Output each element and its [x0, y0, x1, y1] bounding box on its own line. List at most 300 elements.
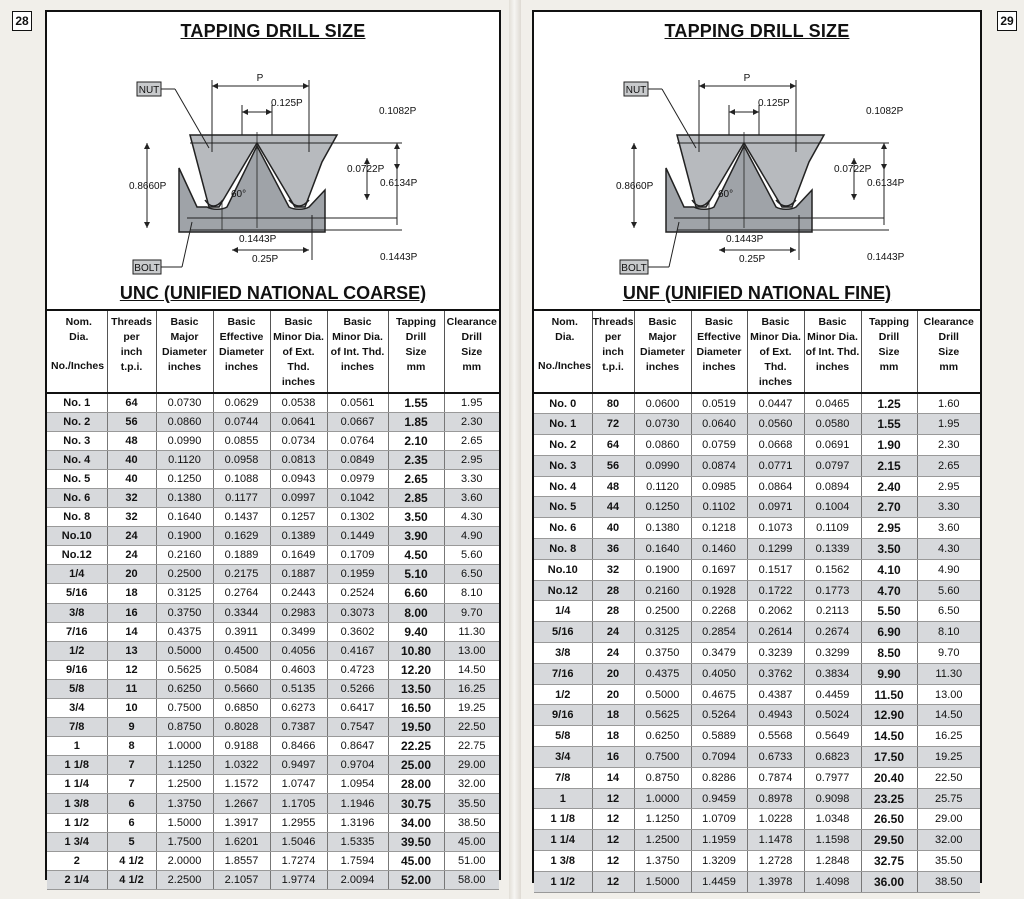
table-cell: 1.4098 [804, 871, 861, 892]
arrowhead [144, 222, 150, 228]
table-cell: 1.2848 [804, 851, 861, 872]
page-number-left: 28 [12, 11, 32, 31]
table-cell: 0.2443 [270, 584, 327, 603]
table-cell: 1.6201 [213, 832, 270, 851]
table-cell: 8 [107, 737, 156, 756]
table-cell: 22.75 [444, 737, 499, 756]
table-cell: 0.0894 [804, 476, 861, 497]
arrowhead [266, 109, 272, 115]
table-cell: 5/16 [534, 622, 592, 643]
table-cell: 72 [592, 414, 634, 435]
column-header: Clearance Drill Size mm [917, 311, 980, 393]
table-cell: 44 [592, 497, 634, 518]
table-cell: 80 [592, 393, 634, 414]
table-row [47, 584, 499, 603]
table-cell: 0.2268 [691, 601, 747, 622]
table-cell: 0.8286 [691, 767, 747, 788]
arrowhead [790, 247, 796, 253]
table-cell: 1.0000 [634, 788, 691, 809]
table-cell: 9/16 [534, 705, 592, 726]
table-cell: 0.0860 [156, 412, 213, 431]
table-row [47, 775, 499, 794]
table-cell: 0.9497 [270, 756, 327, 775]
table-cell: 0.1177 [213, 488, 270, 507]
table-cell: 0.0560 [747, 414, 804, 435]
table-cell: 5.50 [861, 601, 917, 622]
table-cell: 0.7977 [804, 767, 861, 788]
table-cell: 0.0667 [327, 412, 388, 431]
table-cell: 22.25 [388, 737, 444, 756]
table-cell: 3.50 [388, 508, 444, 527]
table-cell: 2.95 [861, 518, 917, 539]
table-cell: 1.55 [388, 393, 444, 412]
table-cell: 0.2113 [804, 601, 861, 622]
table-cell: 2.35 [388, 450, 444, 469]
table-cell: 0.8750 [156, 718, 213, 737]
column-header: Nom. Dia. No./Inches [47, 311, 107, 393]
table-cell: No. 3 [534, 455, 592, 476]
table-cell: 0.1389 [270, 527, 327, 546]
table-cell: 7/8 [47, 718, 107, 737]
table-cell: 2.40 [861, 476, 917, 497]
table-cell: 0.1380 [634, 518, 691, 539]
table-cell: 0.0874 [691, 455, 747, 476]
table-cell: 1.4459 [691, 871, 747, 892]
unc-page [45, 10, 501, 887]
table-cell: 0.2764 [213, 584, 270, 603]
table-cell: 36 [592, 539, 634, 560]
table-cell: 0.1900 [156, 527, 213, 546]
table-cell: 1.0348 [804, 809, 861, 830]
table-cell: 1.3209 [691, 851, 747, 872]
nut-label: NUT [138, 85, 160, 96]
table-cell: 25.00 [388, 756, 444, 775]
table-cell: 1 1/4 [47, 775, 107, 794]
table-row [47, 813, 499, 832]
table-cell: 3.30 [917, 497, 980, 518]
table-cell: 0.4050 [691, 663, 747, 684]
table-cell: 1 1/2 [47, 813, 107, 832]
table-cell: No. 0 [534, 393, 592, 414]
table-cell: No.10 [47, 527, 107, 546]
dimension-label: 0.1443P [239, 234, 277, 245]
table-cell: 1.0000 [156, 737, 213, 756]
table-cell: 24 [107, 546, 156, 565]
dimension-label: 0.1443P [726, 234, 764, 245]
table-cell: 2.65 [917, 455, 980, 476]
table-cell: 12 [592, 851, 634, 872]
table-row [534, 580, 980, 601]
table-cell: 58.00 [444, 870, 499, 889]
table-cell: 1.9774 [270, 870, 327, 889]
table-cell: 0.2062 [747, 601, 804, 622]
table-cell: No. 5 [47, 469, 107, 488]
table-cell: 2.95 [917, 476, 980, 497]
table-row [47, 794, 499, 813]
table-cell: 0.5889 [691, 726, 747, 747]
table-cell: 0.1299 [747, 539, 804, 560]
table-cell: 22.50 [444, 718, 499, 737]
table-row [534, 455, 980, 476]
table-cell: 1.90 [861, 435, 917, 456]
table-cell: 26.50 [861, 809, 917, 830]
table-cell: 0.1102 [691, 497, 747, 518]
table-header-row [47, 311, 499, 393]
table-cell: 0.0985 [691, 476, 747, 497]
arrowhead [242, 109, 248, 115]
table-row [47, 412, 499, 431]
table-cell: 29.50 [861, 830, 917, 851]
table-cell: 0.1697 [691, 559, 747, 580]
table-cell: 0.5625 [634, 705, 691, 726]
table-cell: 40 [107, 469, 156, 488]
nut-label: NUT [625, 85, 647, 96]
table-cell: No.10 [534, 559, 592, 580]
arrowhead [303, 83, 309, 89]
table-cell: 0.2614 [747, 622, 804, 643]
table-cell: 12.20 [388, 660, 444, 679]
table-cell: 6 [107, 794, 156, 813]
arrowhead [232, 247, 238, 253]
table-cell: 0.1887 [270, 565, 327, 584]
table-cell: 29.00 [444, 756, 499, 775]
table-cell: 14 [107, 622, 156, 641]
table-subtitle: UNF (UNIFIED NATIONAL FINE) [622, 283, 892, 303]
table-cell: 0.0600 [634, 393, 691, 414]
table-cell: 0.1959 [327, 565, 388, 584]
table-cell: 28 [592, 601, 634, 622]
table-row [534, 871, 980, 892]
table-cell: 20 [107, 565, 156, 584]
table-subtitle: UNC (UNIFIED NATIONAL COARSE) [119, 283, 427, 303]
table-cell: 1.95 [444, 393, 499, 412]
table-cell: 0.1640 [156, 508, 213, 527]
bolt-label: BOLT [134, 263, 160, 274]
table-cell: 0.1218 [691, 518, 747, 539]
table-cell: 0.0668 [747, 435, 804, 456]
table-cell: 2.10 [388, 431, 444, 450]
table-row [534, 663, 980, 684]
column-header: Clearance Drill Size mm [444, 311, 499, 393]
table-row [534, 643, 980, 664]
table-cell: No. 2 [534, 435, 592, 456]
table-cell: 0.2983 [270, 603, 327, 622]
table-cell: 0.0691 [804, 435, 861, 456]
table-cell: 9.70 [917, 643, 980, 664]
table-cell: 25.75 [917, 788, 980, 809]
table-cell: 4.50 [388, 546, 444, 565]
table-cell: 0.1722 [747, 580, 804, 601]
table-row [534, 726, 980, 747]
table-cell: No. 2 [47, 412, 107, 431]
arrowhead [753, 109, 759, 115]
pitch-label: P [256, 73, 264, 84]
table-cell: 14.50 [917, 705, 980, 726]
table-cell: 9/16 [47, 660, 107, 679]
table-cell: 12 [592, 809, 634, 830]
table-cell: 0.9459 [691, 788, 747, 809]
table-cell: 0.2674 [804, 622, 861, 643]
table-cell: 0.4459 [804, 684, 861, 705]
table-cell: 4 1/2 [107, 851, 156, 870]
table-cell: 19.50 [388, 718, 444, 737]
table-row [534, 809, 980, 830]
dimension-label: 0.125P [758, 98, 790, 109]
table-row [47, 718, 499, 737]
table-cell: 0.5024 [804, 705, 861, 726]
table-row [534, 435, 980, 456]
table-cell: 1.85 [388, 412, 444, 431]
table-row [534, 705, 980, 726]
page-title: TAPPING DRILL SIZE [180, 21, 366, 41]
table-cell: 17.50 [861, 747, 917, 768]
table-cell: 1 [47, 737, 107, 756]
table-cell: No. 4 [534, 476, 592, 497]
table-cell: 0.4167 [327, 641, 388, 660]
table-cell: 8.00 [388, 603, 444, 622]
table-cell: 0.5000 [156, 641, 213, 660]
table-cell: 34.00 [388, 813, 444, 832]
table-cell: 0.5625 [156, 660, 213, 679]
table-cell: 0.0855 [213, 431, 270, 450]
table-cell: 5/8 [47, 679, 107, 698]
table-cell: 1 3/8 [534, 851, 592, 872]
table-cell: 0.1073 [747, 518, 804, 539]
table-row [47, 679, 499, 698]
table-cell: 7 [107, 756, 156, 775]
table-cell: 1 1/4 [534, 830, 592, 851]
table-cell: 1.1946 [327, 794, 388, 813]
table-cell: 0.0864 [747, 476, 804, 497]
table-cell: 4.30 [917, 539, 980, 560]
table-cell: 11 [107, 679, 156, 698]
table-cell: 0.7500 [156, 699, 213, 718]
table-cell: 9 [107, 718, 156, 737]
table-cell: 3/4 [47, 699, 107, 718]
table-cell: 40 [592, 518, 634, 539]
table-cell: 0.0997 [270, 488, 327, 507]
table-cell: 18 [592, 705, 634, 726]
table-cell: 0.1257 [270, 508, 327, 527]
table-cell: 2 1/4 [47, 870, 107, 889]
table-cell: 0.0465 [804, 393, 861, 414]
table-cell: 0.2160 [634, 580, 691, 601]
table-cell: 1 3/4 [47, 832, 107, 851]
table-cell: 1.95 [917, 414, 980, 435]
table-cell: 0.3344 [213, 603, 270, 622]
table-cell: 6.50 [444, 565, 499, 584]
table-cell: 5.10 [388, 565, 444, 584]
table-cell: 0.0813 [270, 450, 327, 469]
table-cell: 0.2160 [156, 546, 213, 565]
table-cell: 0.1120 [634, 476, 691, 497]
table-cell: 0.1928 [691, 580, 747, 601]
table-cell: 12.90 [861, 705, 917, 726]
table-cell: 0.3499 [270, 622, 327, 641]
table-cell: 0.4723 [327, 660, 388, 679]
table-row [47, 756, 499, 775]
table-cell: 0.0979 [327, 469, 388, 488]
table-cell: 0.8978 [747, 788, 804, 809]
table-cell: 18 [592, 726, 634, 747]
arrowhead [699, 83, 705, 89]
table-cell: 0.4943 [747, 705, 804, 726]
table-cell: 0.0744 [213, 412, 270, 431]
table-cell: 0.4387 [747, 684, 804, 705]
table-cell: 0.0734 [270, 431, 327, 450]
table-cell: 24 [592, 622, 634, 643]
arrowhead [303, 247, 309, 253]
table-cell: 0.0958 [213, 450, 270, 469]
arrowhead [212, 83, 218, 89]
table-row [534, 851, 980, 872]
table-cell: No.12 [47, 546, 107, 565]
dimension-label: 0.0722P [347, 164, 385, 175]
table-cell: 16.25 [444, 679, 499, 698]
table-cell: 16.50 [388, 699, 444, 718]
table-cell: 0.0849 [327, 450, 388, 469]
table-cell: 1.0954 [327, 775, 388, 794]
table-row [534, 393, 980, 414]
dimension-label: 0.1082P [379, 106, 417, 117]
table-cell: No. 6 [47, 488, 107, 507]
arrowhead [144, 143, 150, 149]
table-cell: 32 [107, 488, 156, 507]
arrowhead [364, 194, 370, 200]
table-cell: 1.1250 [634, 809, 691, 830]
table-cell: 0.1004 [804, 497, 861, 518]
table-cell: 4.70 [861, 580, 917, 601]
table-cell: 3/8 [47, 603, 107, 622]
table-row [47, 699, 499, 718]
table-cell: 19.25 [917, 747, 980, 768]
table-cell: 35.50 [917, 851, 980, 872]
table-cell: 1.1959 [691, 830, 747, 851]
dimension-label: 0.25P [739, 254, 766, 265]
table-row [47, 603, 499, 622]
table-cell: 1.7500 [156, 832, 213, 851]
page-title: TAPPING DRILL SIZE [664, 21, 850, 41]
table-cell: 0.3125 [634, 622, 691, 643]
table-row [47, 508, 499, 527]
table-cell: 38.50 [444, 813, 499, 832]
table-cell: 0.5266 [327, 679, 388, 698]
table-row [534, 414, 980, 435]
table-row [47, 737, 499, 756]
table-row [47, 527, 499, 546]
table-cell: 45.00 [444, 832, 499, 851]
table-cell: 0.0730 [156, 393, 213, 412]
table-cell: 20.40 [861, 767, 917, 788]
table-row [47, 622, 499, 641]
table-cell: 0.3239 [747, 643, 804, 664]
table-cell: 3/4 [534, 747, 592, 768]
column-header: Threads per inch t.p.i. [592, 311, 634, 393]
column-header: Basic Major Diameter inches [156, 311, 213, 393]
table-cell: 2.85 [388, 488, 444, 507]
arrowhead [729, 109, 735, 115]
table-cell: 2.0000 [156, 851, 213, 870]
table-cell: 0.6733 [747, 747, 804, 768]
table-cell: 0.0580 [804, 414, 861, 435]
table-row [47, 565, 499, 584]
table-cell: 5/8 [534, 726, 592, 747]
table-row [47, 469, 499, 488]
table-cell: 56 [592, 455, 634, 476]
table-row [534, 684, 980, 705]
dimension-label: 0.6134P [867, 178, 905, 189]
table-cell: 1.3917 [213, 813, 270, 832]
table-row [47, 641, 499, 660]
table-cell: 1.0747 [270, 775, 327, 794]
table-cell: 0.9188 [213, 737, 270, 756]
unc-table [47, 311, 499, 890]
table-cell: 6 [107, 813, 156, 832]
table-cell: 12 [107, 660, 156, 679]
table-cell: 2.30 [444, 412, 499, 431]
table-cell: 56 [107, 412, 156, 431]
table-cell: 0.6250 [634, 726, 691, 747]
table-cell: 0.0764 [327, 431, 388, 450]
table-cell: 1 3/8 [47, 794, 107, 813]
table-cell: 0.3125 [156, 584, 213, 603]
table-cell: 0.3762 [747, 663, 804, 684]
table-cell: 0.0561 [327, 393, 388, 412]
table-cell: 11.30 [917, 663, 980, 684]
table-cell: 2.65 [444, 431, 499, 450]
table-cell: 1.5335 [327, 832, 388, 851]
table-cell: 0.5000 [634, 684, 691, 705]
table-cell: 0.1629 [213, 527, 270, 546]
table-cell: 0.2500 [634, 601, 691, 622]
table-cell: 32.75 [861, 851, 917, 872]
arrowhead [394, 164, 400, 170]
table-cell: 1.0709 [691, 809, 747, 830]
table-cell: 36.00 [861, 871, 917, 892]
arrowhead [394, 143, 400, 149]
thread-profile-diagram [47, 50, 499, 275]
table-cell: 7/8 [534, 767, 592, 788]
table-cell: 1 1/8 [47, 756, 107, 775]
table-cell: 64 [107, 393, 156, 412]
table-cell: 13 [107, 641, 156, 660]
table-cell: 0.0990 [156, 431, 213, 450]
table-cell: 0.7500 [634, 747, 691, 768]
table-cell: 6.60 [388, 584, 444, 603]
table-cell: 0.1889 [213, 546, 270, 565]
table-cell: 0.0730 [634, 414, 691, 435]
table-cell: 0.4375 [156, 622, 213, 641]
table-cell: 1.7274 [270, 851, 327, 870]
unf-page [532, 10, 982, 889]
table-cell: 0.1517 [747, 559, 804, 580]
table-cell: 8.10 [917, 622, 980, 643]
table-cell: 0.1042 [327, 488, 388, 507]
table-cell: 16 [592, 747, 634, 768]
table-cell: 52.00 [388, 870, 444, 889]
table-cell: 19.25 [444, 699, 499, 718]
table-cell: 32.00 [444, 775, 499, 794]
table-cell: 32.00 [917, 830, 980, 851]
table-cell: 1.2500 [156, 775, 213, 794]
table-cell: 11.30 [444, 622, 499, 641]
table-cell: 0.9704 [327, 756, 388, 775]
table-cell: 2.30 [917, 435, 980, 456]
table-cell: 0.1088 [213, 469, 270, 488]
table-cell: 0.0447 [747, 393, 804, 414]
table-cell: 0.5135 [270, 679, 327, 698]
table-cell: 0.3750 [634, 643, 691, 664]
